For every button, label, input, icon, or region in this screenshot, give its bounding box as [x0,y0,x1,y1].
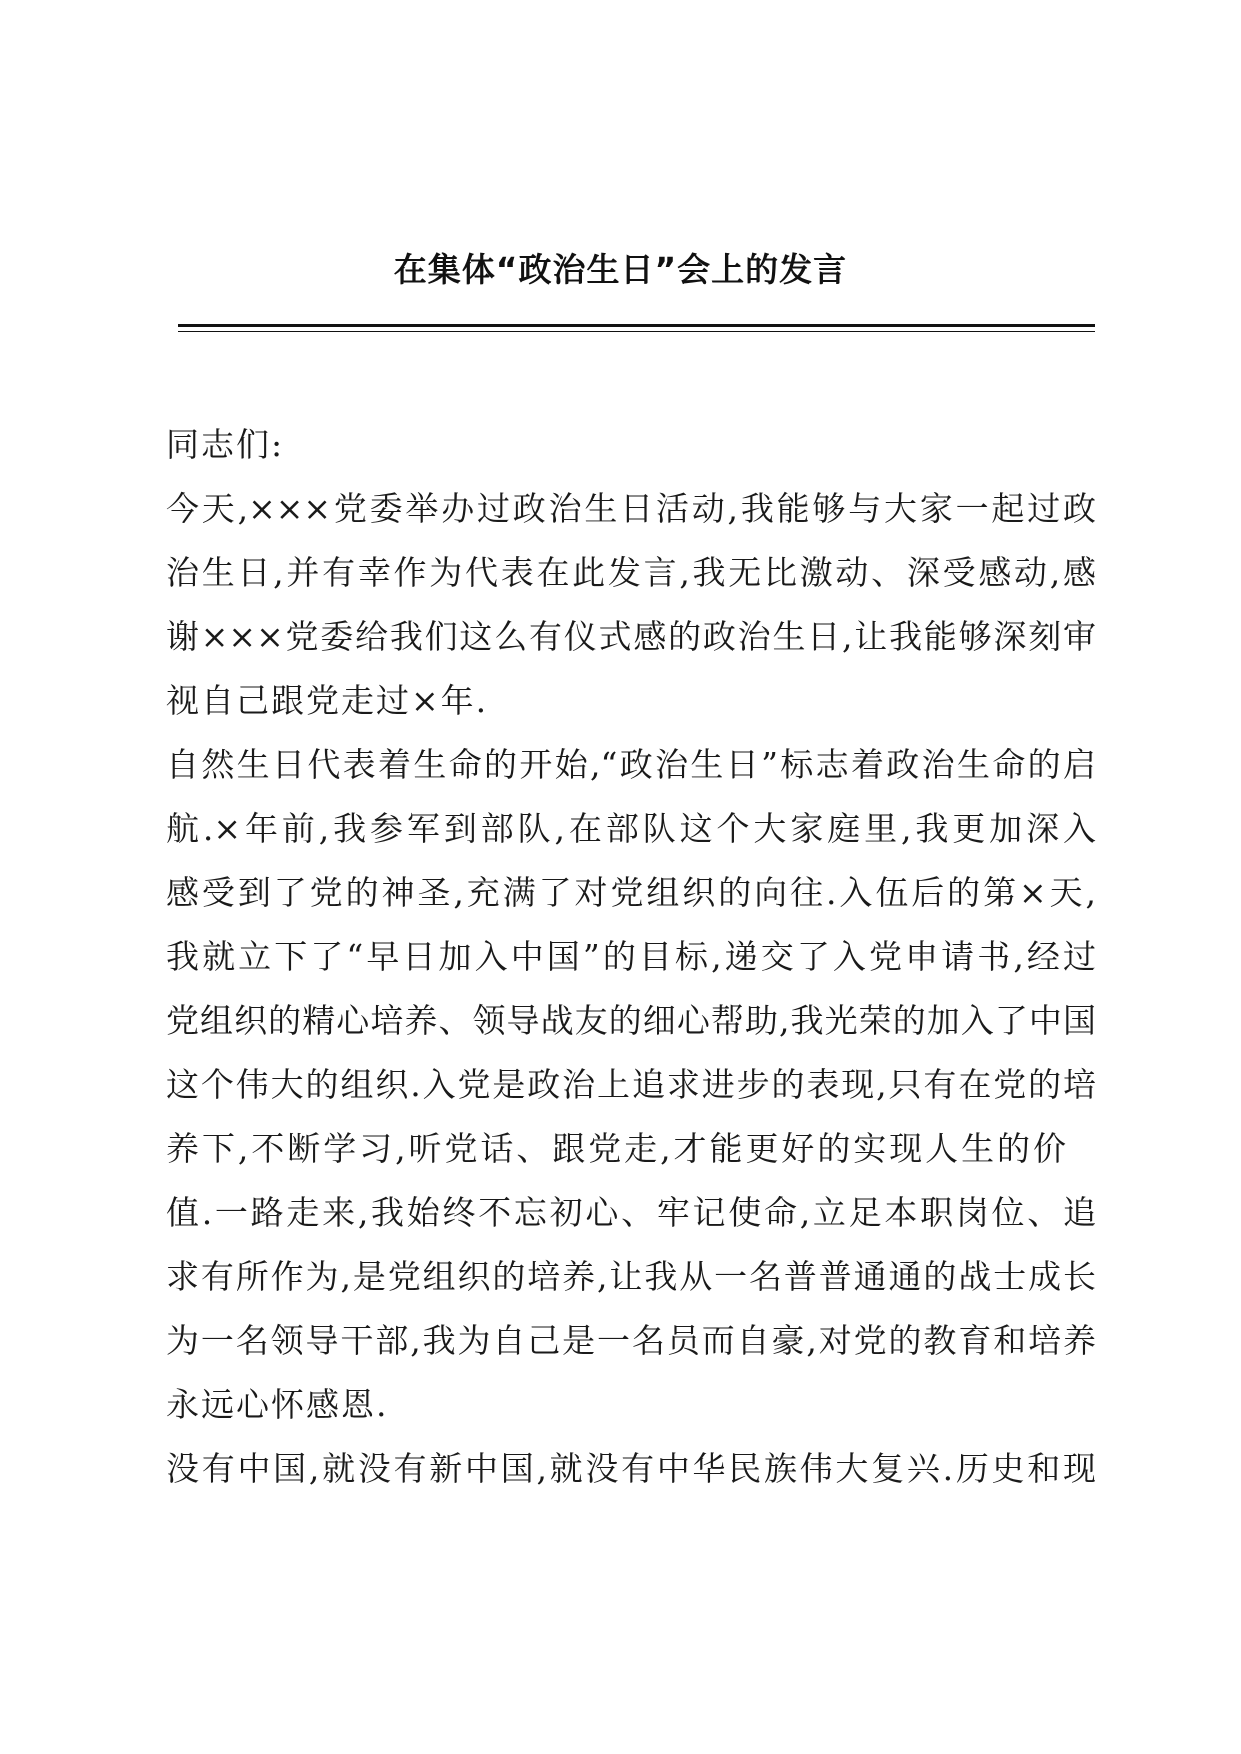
body-line: 今天,×××党委举办过政治生日活动,我能够与大家一起过政 [166,489,1096,528]
body-line: 自然生日代表着生命的开始,“政治生日”标志着政治生命的启 [166,745,1096,784]
document-title: 在集体“政治生日”会上的发言 [393,250,848,289]
body-line: 感受到了党的神圣,充满了对党组织的向往.入伍后的第×天, [166,873,1096,912]
body-line: 值.一路走来,我始终不忘初心、牢记使命,立足本职岗位、追 [166,1193,1096,1232]
body-line: 视自己跟党走过×年. [166,681,489,720]
body-line: 党组织的精心培养、领导战友的细心帮助,我光荣的加入了中国 [166,1001,1096,1040]
body-line: 这个伟大的组织.入党是政治上追求进步的表现,只有在党的培 [166,1065,1096,1104]
body-line: 养下,不断学习,听党话、跟党走,才能更好的实现人生的价 [166,1129,1066,1168]
title-divider-thin [178,331,1095,332]
title-divider-thick [178,324,1095,327]
body-line: 没有中国,就没有新中国,就没有中华民族伟大复兴.历史和现 [166,1449,1096,1488]
salutation-line: 同志们: [166,425,285,464]
body-line: 航.×年前,我参军到部队,在部队这个大家庭里,我更加深入 [166,809,1096,848]
body-line: 我就立下了“早日加入中国”的目标,递交了入党申请书,经过 [166,937,1096,976]
body-line: 求有所作为,是党组织的培养,让我从一名普普通通的战士成长 [166,1257,1096,1296]
body-line: 治生日,并有幸作为代表在此发言,我无比激动、深受感动,感 [166,553,1096,592]
body-line: 永远心怀感恩. [166,1385,389,1424]
body-line: 为一名领导干部,我为自己是一名员而自豪,对党的教育和培养 [166,1321,1096,1360]
body-line: 谢×××党委给我们这么有仪式感的政治生日,让我能够深刻审 [166,617,1096,656]
